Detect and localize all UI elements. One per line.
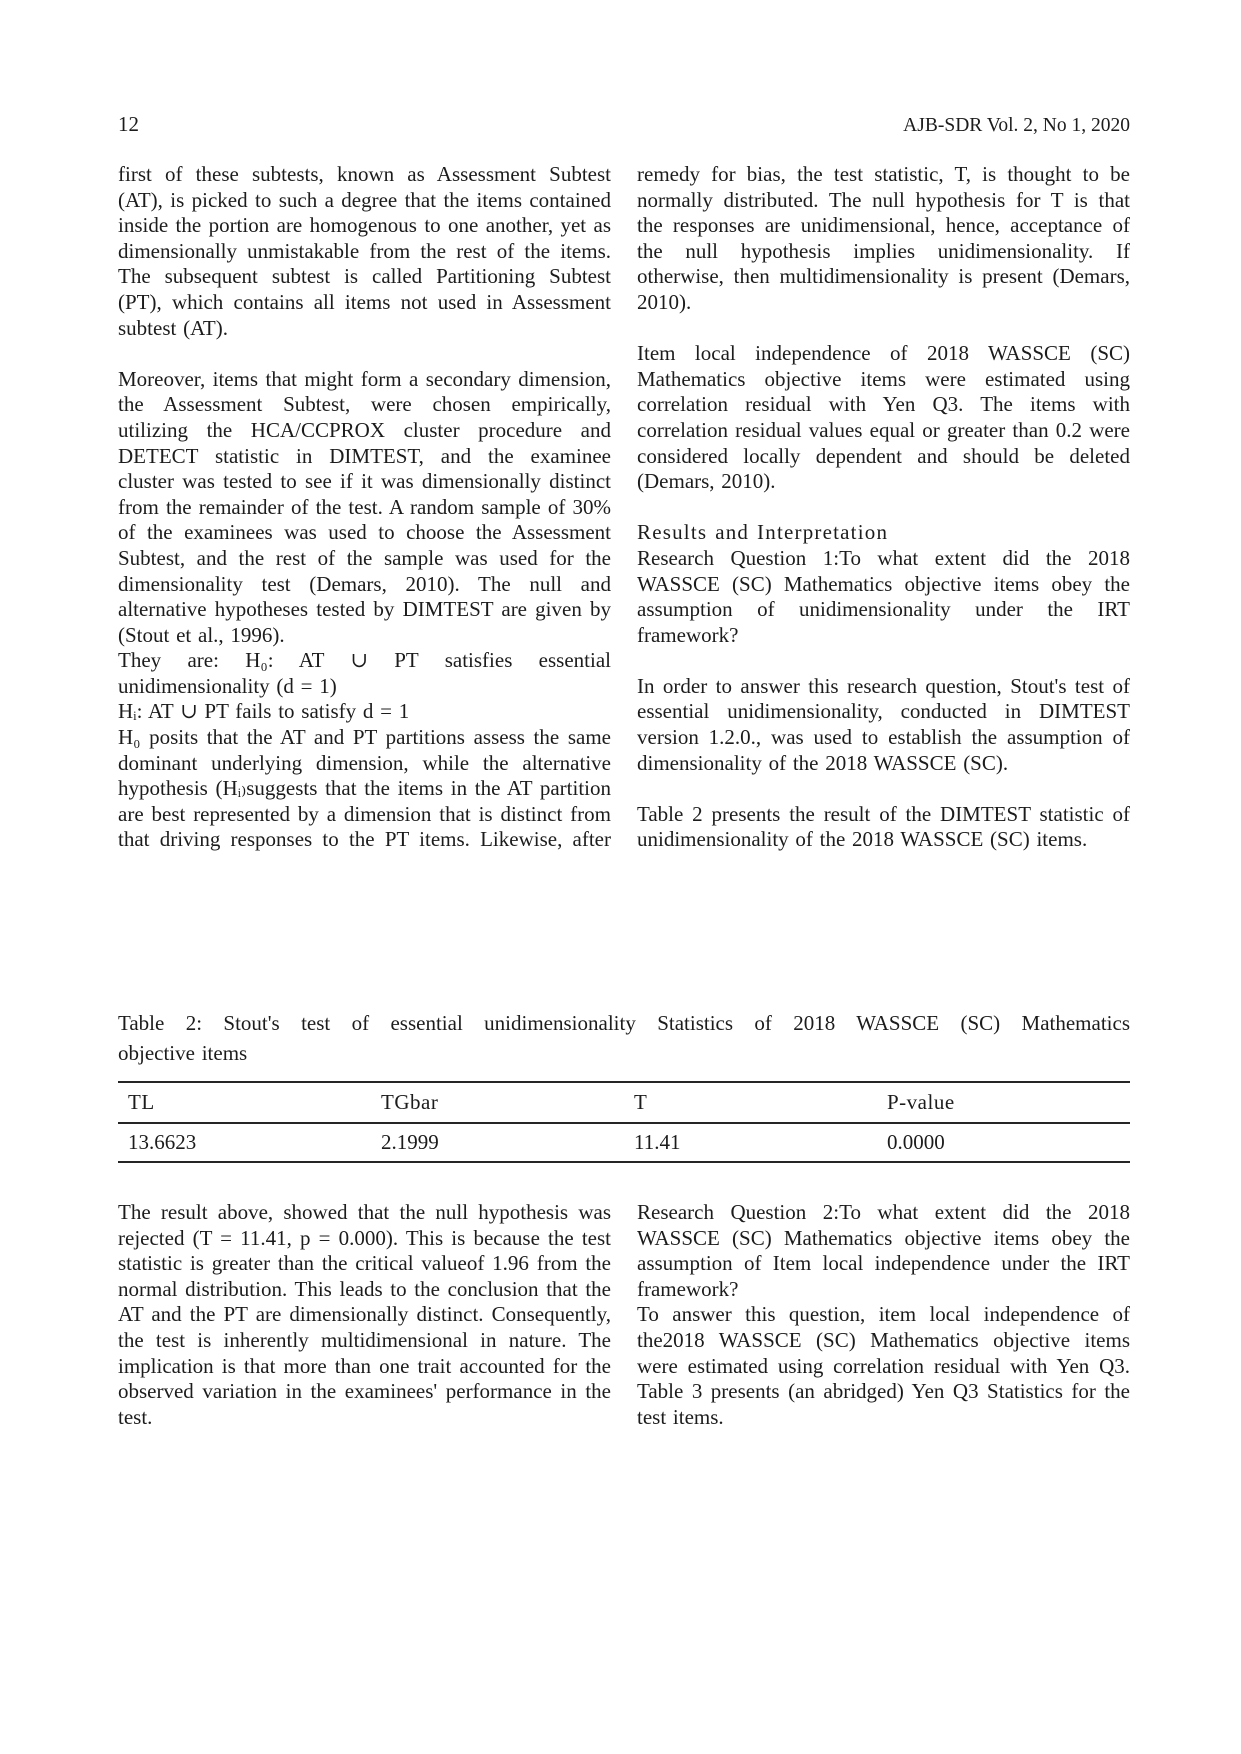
paragraph: Table 2 presents the result of the DIMTEST statistic of unidimensionality of the 2018 WASSCE (SC) items. — [637, 801, 1130, 852]
paragraph: Item local independence of 2018 WASSCE (SC) Mathematics objective items were estimated using correlation residual with Yen Q3. The items with correlation residual values equal or greater than 0.2 were considered locally dependent and should be deleted (Demars, 2010). — [637, 341, 1130, 494]
paragraph: In order to answer this research question, Stout's test of essential unidimensionality, conducted in DIMTEST version 1.2.0., was used to establish the assumption of dimensionality of the 2018 WASSCE (SC). — [637, 673, 1130, 775]
left-column — [118, 162, 611, 853]
research-question-1: Research Question 1:To what extent did the 2018 WASSCE (SC) Mathematics objective items obey the assumption of unidimensionality under the IRT framework? — [637, 545, 1130, 647]
right-column — [637, 162, 1130, 853]
table-header-row — [118, 1083, 1130, 1124]
paragraph: Moreover, items that might form a secondary dimension, the Assessment Subtest, were chosen empirically, utilizing the HCA/CCPROX cluster procedure and DETECT statistic in DIMTEST, and the examinee cluster was tested to see if it was dimensionally distinct from the remainder of the test. A random sample of 30% of the examinees was used to choose the Assessment Subtest, and the rest of the sample was used for the dimensionality test (Demars, 2010). The null and alternative hypotheses tested by DIMTEST are given by (Stout et al., 1996). — [118, 366, 611, 647]
paragraph: remedy for bias, the test statistic, T, is thought to be normally distributed. The null hypothesis for T is that the responses are unidimensional, hence, acceptance of the null hypothesis implies unidimensionality. If otherwise, then multidimensionality is present (Demars, 2010). — [637, 162, 1130, 314]
table-2-section — [118, 1008, 1130, 1163]
table-cell-t: 11.41 — [634, 1130, 681, 1155]
section-heading: Results and Interpretation — [637, 520, 889, 545]
paragraph: H₀ posits that the AT and PT partitions assess the same dominant underlying dimension, while the alternative hypothesis (Hᵢ₎suggests that the items in the AT partition are best represented by a dimension that is distinct from that driving responses to the PT items. Likewise, after — [118, 725, 611, 852]
column-header-tgbar: TGbar — [381, 1090, 439, 1115]
table-caption — [118, 1008, 1130, 1068]
table-caption-line-2: objective items — [118, 1041, 248, 1066]
column-header-pvalue: P-value — [887, 1090, 955, 1115]
table-caption-line-1: Table 2: Stout's test of essential unidimensionality Statistics of 2018 WASSCE (SC) Mathematics — [118, 1011, 1130, 1036]
table-cell-tgbar: 2.1999 — [381, 1130, 439, 1155]
paragraph: To answer this question, item local independence of the2018 WASSCE (SC) Mathematics objective items were estimated using correlation residual with Yen Q3. Table 3 presents (an abridged) Yen Q3 Statistics for the test items. — [637, 1302, 1130, 1429]
paragraph: The result above, showed that the null hypothesis was rejected (T = 11.41, p = 0.000). This is because the test statistic is greater than the critical valueof 1.96 from the normal distribution. This leads to the conclusion that the AT and the PT are dimensionally distinct. Consequently, the test is inherently multidimensional in nature. The implication is that more than one trait accounted for the observed variation in the examinees' performance in the test. — [118, 1200, 611, 1429]
journal-header: AJB-SDR Vol. 2, No 1, 2020 — [903, 115, 1130, 136]
bottom-columns — [118, 1200, 1130, 1430]
column-header-t: T — [634, 1090, 648, 1115]
page-header — [118, 112, 1130, 138]
paragraph: first of these subtests, known as Assessment Subtest (AT), is picked to such a degree that the items contained inside the portion are homogenous to one another, yet as dimensionally unmistakable from the rest of the items. The subsequent subtest is called Partitioning Subtest (PT), which contains all items not used in Assessment subtest (AT). — [118, 162, 611, 340]
page-number: 12 — [118, 112, 139, 136]
bottom-left-column — [118, 1200, 611, 1430]
body-columns — [118, 162, 1130, 853]
table-cell-tl: 13.6623 — [128, 1130, 197, 1155]
table-2 — [118, 1081, 1130, 1163]
hypothesis-hi: Hᵢ: AT ∪ PT fails to satisfy d = 1 — [118, 699, 410, 724]
table-cell-pvalue: 0.0000 — [887, 1130, 945, 1155]
bottom-right-column — [637, 1200, 1130, 1430]
hypothesis-h0: They are: H₀: AT ∪ PT satisfies essential unidimensionality (d = 1) — [118, 648, 611, 698]
research-question-2: Research Question 2:To what extent did the 2018 WASSCE (SC) Mathematics objective items obey the assumption of Item local independence under the IRT framework? — [637, 1200, 1130, 1301]
column-header-tl: TL — [128, 1090, 155, 1115]
table-row — [118, 1124, 1130, 1161]
